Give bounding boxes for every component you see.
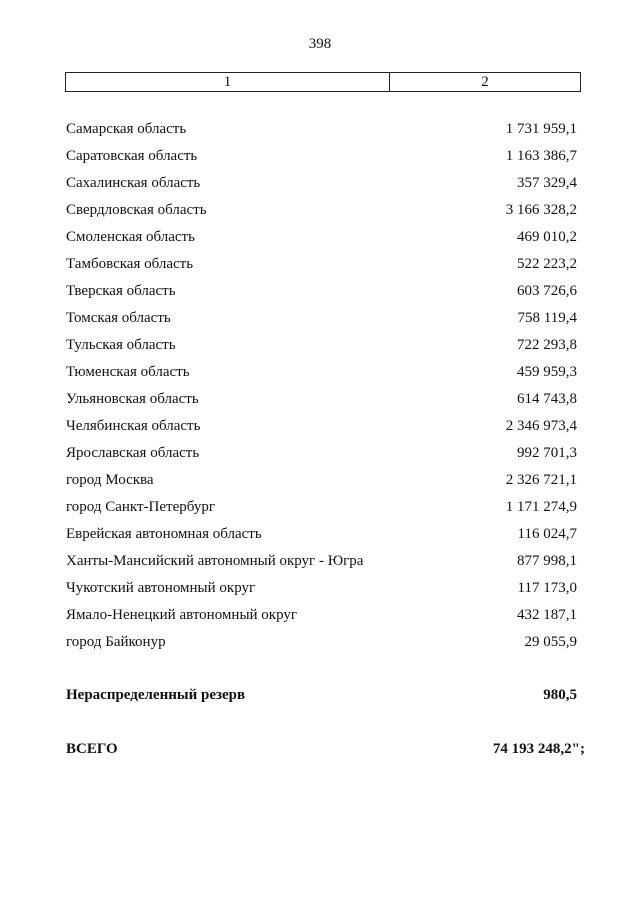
table-row xyxy=(66,386,577,413)
table-row xyxy=(66,197,577,224)
region-name: Челябинская область xyxy=(66,418,201,434)
region-value: 459 959,3 xyxy=(517,364,577,380)
table-row xyxy=(66,548,577,575)
table-row xyxy=(66,170,577,197)
region-name: Чукотский автономный округ xyxy=(66,580,256,596)
table-row xyxy=(66,278,577,305)
region-name: Самарская область xyxy=(66,121,187,137)
region-name: Сахалинская область xyxy=(66,175,201,191)
region-name: город Санкт-Петербург xyxy=(66,499,215,515)
table-row xyxy=(66,575,577,602)
region-name: Тамбовская область xyxy=(66,256,194,272)
region-name: город Москва xyxy=(66,472,154,488)
reserve-row xyxy=(66,684,577,706)
table-row xyxy=(66,629,577,656)
reserve-value: 980,5 xyxy=(543,686,577,703)
table-row xyxy=(66,521,577,548)
region-name: Тюменская область xyxy=(66,364,190,380)
region-name: Тульская область xyxy=(66,337,176,353)
region-value: 1 163 386,7 xyxy=(505,148,577,164)
region-value: 877 998,1 xyxy=(517,553,577,569)
region-value: 758 119,4 xyxy=(517,310,577,326)
region-value: 117 173,0 xyxy=(517,580,577,596)
reserve-label: Нераспределенный резерв xyxy=(66,686,246,703)
region-list xyxy=(66,116,577,656)
region-name: Ульяновская область xyxy=(66,391,199,407)
region-value: 432 187,1 xyxy=(517,607,577,623)
table-row xyxy=(66,602,577,629)
region-name: Свердловская область xyxy=(66,202,207,218)
table-row xyxy=(66,305,577,332)
region-name: Еврейская автономная область xyxy=(66,526,262,542)
region-value: 3 166 328,2 xyxy=(505,202,577,218)
table-row xyxy=(66,440,577,467)
region-name: Ханты-Мансийский автономный округ - Югра xyxy=(66,553,364,569)
region-value: 1 171 274,9 xyxy=(505,499,577,515)
region-value: 116 024,7 xyxy=(517,526,577,542)
table-row xyxy=(66,116,577,143)
region-value: 2 346 973,4 xyxy=(505,418,577,434)
region-value: 469 010,2 xyxy=(517,229,577,245)
header-column-1: 1 xyxy=(66,73,390,91)
total-label: ВСЕГО xyxy=(66,740,118,757)
region-name: город Байконур xyxy=(66,634,166,650)
header-column-2: 2 xyxy=(481,73,489,90)
region-value: 357 329,4 xyxy=(517,175,577,191)
region-value: 614 743,8 xyxy=(517,391,577,407)
total-value: 74 193 248,2"; xyxy=(492,740,585,757)
region-value: 1 731 959,1 xyxy=(505,121,577,137)
table-row xyxy=(66,413,577,440)
table-row xyxy=(66,224,577,251)
table-row xyxy=(66,143,577,170)
region-name: Томская область xyxy=(66,310,171,326)
page-number: 398 xyxy=(308,36,332,52)
region-name: Смоленская область xyxy=(66,229,195,245)
table-row xyxy=(66,359,577,386)
table-row xyxy=(66,467,577,494)
table-row xyxy=(66,332,577,359)
region-value: 29 055,9 xyxy=(524,634,577,650)
region-value: 992 701,3 xyxy=(517,445,577,461)
region-name: Ярославская область xyxy=(66,445,200,461)
table-header xyxy=(65,72,581,92)
region-value: 2 326 721,1 xyxy=(505,472,577,488)
table-row xyxy=(66,494,577,521)
region-value: 722 293,8 xyxy=(517,337,577,353)
region-name: Ямало-Ненецкий автономный округ xyxy=(66,607,298,623)
total-row xyxy=(66,738,585,760)
region-value: 522 223,2 xyxy=(517,256,577,272)
table-row xyxy=(66,251,577,278)
region-name: Тверская область xyxy=(66,283,176,299)
region-name: Саратовская область xyxy=(66,148,198,164)
region-value: 603 726,6 xyxy=(517,283,577,299)
